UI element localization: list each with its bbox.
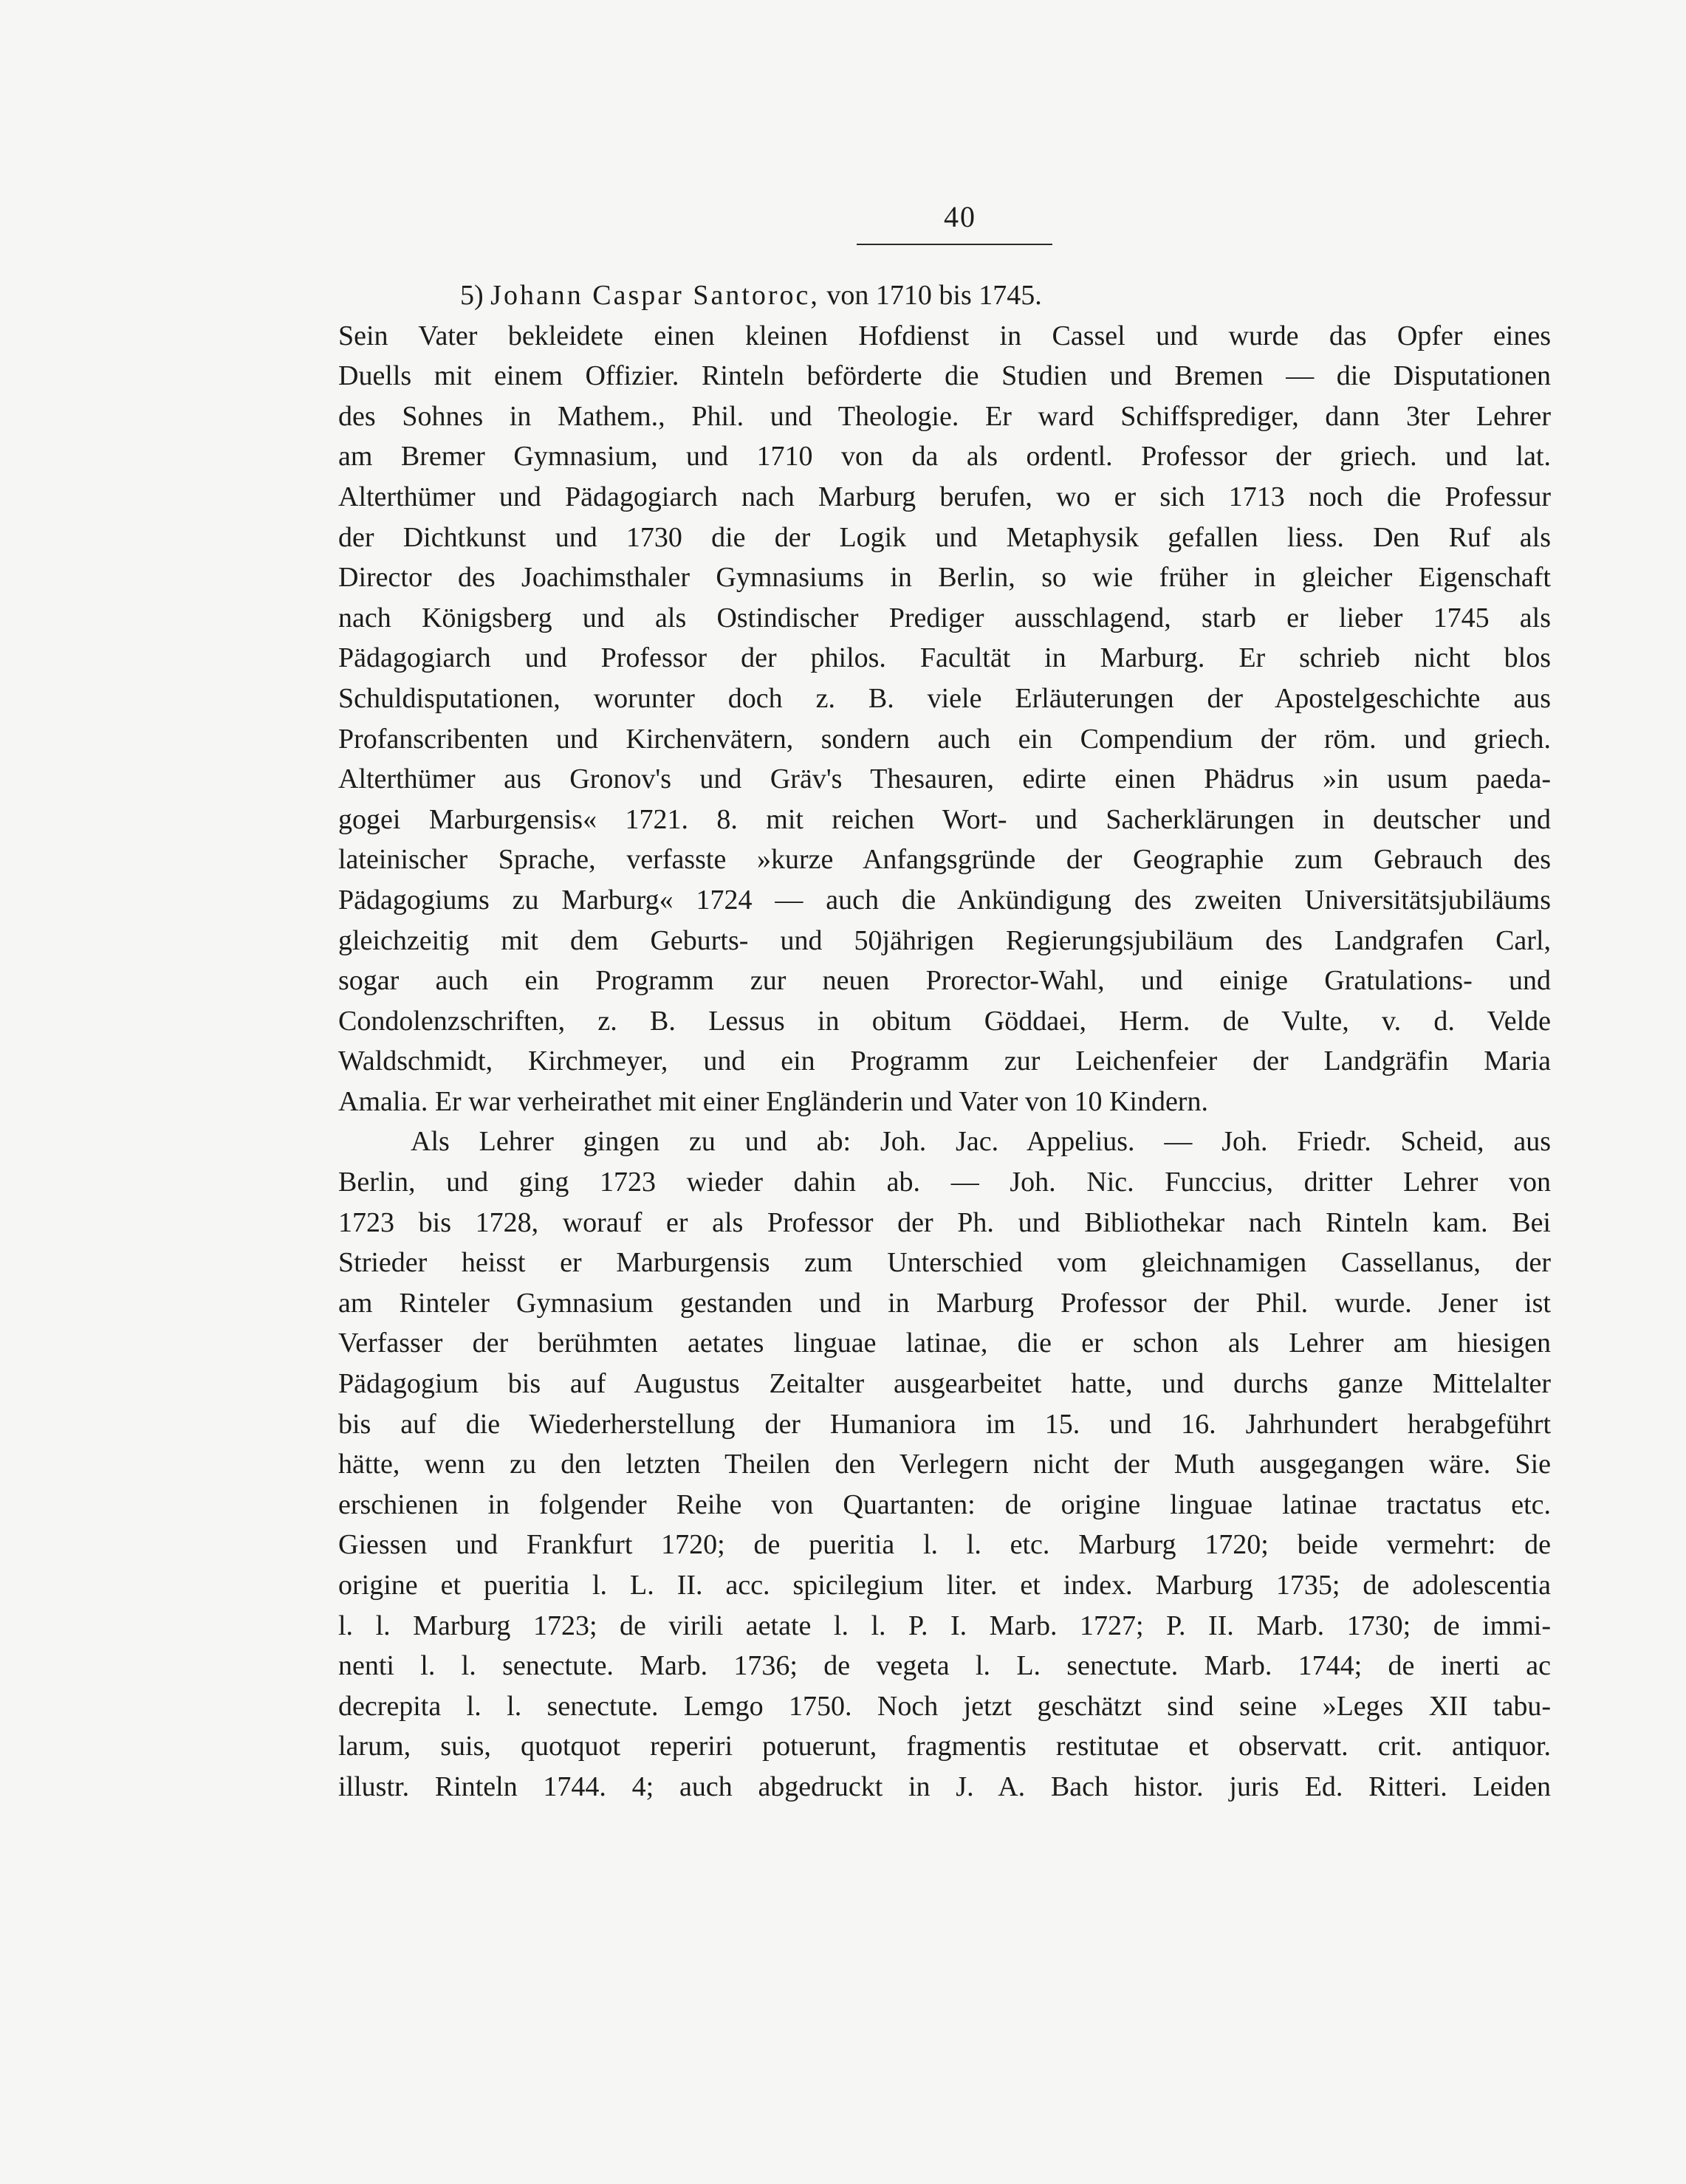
text-line: Condolenzschriften, z. B. Lessus in obitum Göddaei, Herm. de Vulte, v. d. Velde <box>338 1005 1551 1037</box>
section-heading <box>338 275 1551 316</box>
text-line: origine et pueritia l. L. II. acc. spicilegium liter. et index. Marburg 1735; de adolescentia <box>338 1570 1551 1601</box>
text-line: am Bremer Gymnasium, und 1710 von da als ordentl. Professor der griech. und lat. <box>338 441 1551 473</box>
text-line: l. l. Marburg 1723; de virili aetate l. l. P. I. Marb. 1727; P. II. Marb. 1730; de immi- <box>338 1610 1551 1641</box>
text-line: lateinischer Sprache, verfasste »kurze Anfangsgründe der Geographie zum Gebrauch des <box>338 844 1551 876</box>
text-line: hätte, wenn zu den letzten Theilen den Verlegern nicht der Muth ausgegangen wäre. Sie <box>338 1449 1551 1480</box>
text-line: Director des Joachimsthaler Gymnasiums in Berlin, so wie früher in gleicher Eigenschaft <box>338 562 1551 594</box>
text-line: Pädagogium bis auf Augustus Zeitalter ausgearbeitet hatte, und durchs ganze Mittelalter <box>338 1368 1551 1400</box>
text-line: nach Königsberg und als Ostindischer Prediger ausschlagend, starb er lieber 1745 als <box>338 602 1551 633</box>
page-number: 40 <box>944 200 976 233</box>
text-line: Duells mit einem Offizier. Rinteln beförderte die Studien und Bremen — die Disputationen <box>338 360 1551 392</box>
header-rule <box>857 244 1052 245</box>
text-line: Waldschmidt, Kirchmeyer, und ein Programm zur Leichenfeier der Landgräfin Maria <box>338 1045 1551 1077</box>
text-line: Schuldisputationen, worunter doch z. B. viele Erläuterungen der Apostelgeschichte aus <box>338 682 1551 714</box>
text-line: larum, suis, quotquot reperiri potuerunt, fragmentis restitutae et observatt. crit. antiquor. <box>338 1731 1551 1762</box>
text-line: Alterthümer und Pädagogiarch nach Marburg berufen, wo er sich 1713 noch die Professur <box>338 481 1551 512</box>
heading-name: Johann Caspar Santoroc, <box>490 280 820 311</box>
text-line: Pädagogiarch und Professor der philos. Facultät in Marburg. Er schrieb nicht blos <box>338 642 1551 674</box>
body-text <box>338 275 1551 1807</box>
text-line: 1723 bis 1728, worauf er als Professor der Ph. und Bibliothekar nach Rinteln kam. Bei <box>338 1206 1551 1238</box>
text-line: Giessen und Frankfurt 1720; de pueritia l. l. etc. Marburg 1720; beide vermehrt: de <box>338 1529 1551 1561</box>
text-line: Strieder heisst er Marburgensis zum Unterschied vom gleichnamigen Cassellanus, der <box>338 1247 1551 1279</box>
text-line: Alterthümer aus Gronov's und Gräv's Thesauren, edirte einen Phädrus »in usum paeda- <box>338 763 1551 795</box>
text-line: bis auf die Wiederherstellung der Humaniora im 15. und 16. Jahrhundert herabgeführt <box>338 1408 1551 1440</box>
text-line: nenti l. l. senectute. Marb. 1736; de vegeta l. L. senectute. Marb. 1744; de inerti ac <box>338 1650 1551 1682</box>
text-line: Berlin, und ging 1723 wieder dahin ab. — Joh. Nic. Funccius, dritter Lehrer von <box>338 1167 1551 1198</box>
text-line: Als Lehrer gingen zu und ab: Joh. Jac. Appelius. — Joh. Friedr. Scheid, aus <box>411 1126 1551 1158</box>
text-line: Sein Vater bekleidete einen kleinen Hofdienst in Cassel und wurde das Opfer eines <box>338 320 1551 351</box>
text-line: sogar auch ein Programm zur neuen Prorector-Wahl, und einige Gratulations- und <box>338 965 1551 997</box>
text-line: gleichzeitig mit dem Geburts- und 50jährigen Regierungsjubiläum des Landgrafen Carl, <box>338 924 1551 956</box>
text-line: erschienen in folgender Reihe von Quartanten: de origine linguae latinae tractatus etc. <box>338 1488 1551 1520</box>
text-line: gogei Marburgensis« 1721. 8. mit reichen Wort- und Sacherklärungen in deutscher und <box>338 803 1551 835</box>
text-line: Pädagogiums zu Marburg« 1724 — auch die Ankündigung des zweiten Universitätsjubiläums <box>338 884 1551 916</box>
heading-number: 5) <box>460 280 484 311</box>
text-line: des Sohnes in Mathem., Phil. und Theologie. Er ward Schiffsprediger, dann 3ter Lehrer <box>338 400 1551 432</box>
text-line: Amalia. Er war verheirathet mit einer Engländerin und Vater von 10 Kindern. <box>338 1085 1208 1117</box>
text-line: Verfasser der berühmten aetates linguae latinae, die er schon als Lehrer am hiesigen <box>338 1328 1551 1359</box>
heading-period: von 1710 bis 1745. <box>826 280 1042 311</box>
text-line: illustr. Rinteln 1744. 4; auch abgedruckt in J. A. Bach histor. juris Ed. Ritteri. Leiden <box>338 1771 1551 1802</box>
text-line: der Dichtkunst und 1730 die der Logik und Metaphysik gefallen liess. Den Ruf als <box>338 521 1551 553</box>
text-line: decrepita l. l. senectute. Lemgo 1750. Noch jetzt geschätzt sind seine »Leges XII tabu- <box>338 1690 1551 1722</box>
text-line: Profanscribenten und Kirchenvätern, sondern auch ein Compendium der röm. und griech. <box>338 723 1551 755</box>
text-line: am Rinteler Gymnasium gestanden und in Marburg Professor der Phil. wurde. Jener ist <box>338 1287 1551 1319</box>
